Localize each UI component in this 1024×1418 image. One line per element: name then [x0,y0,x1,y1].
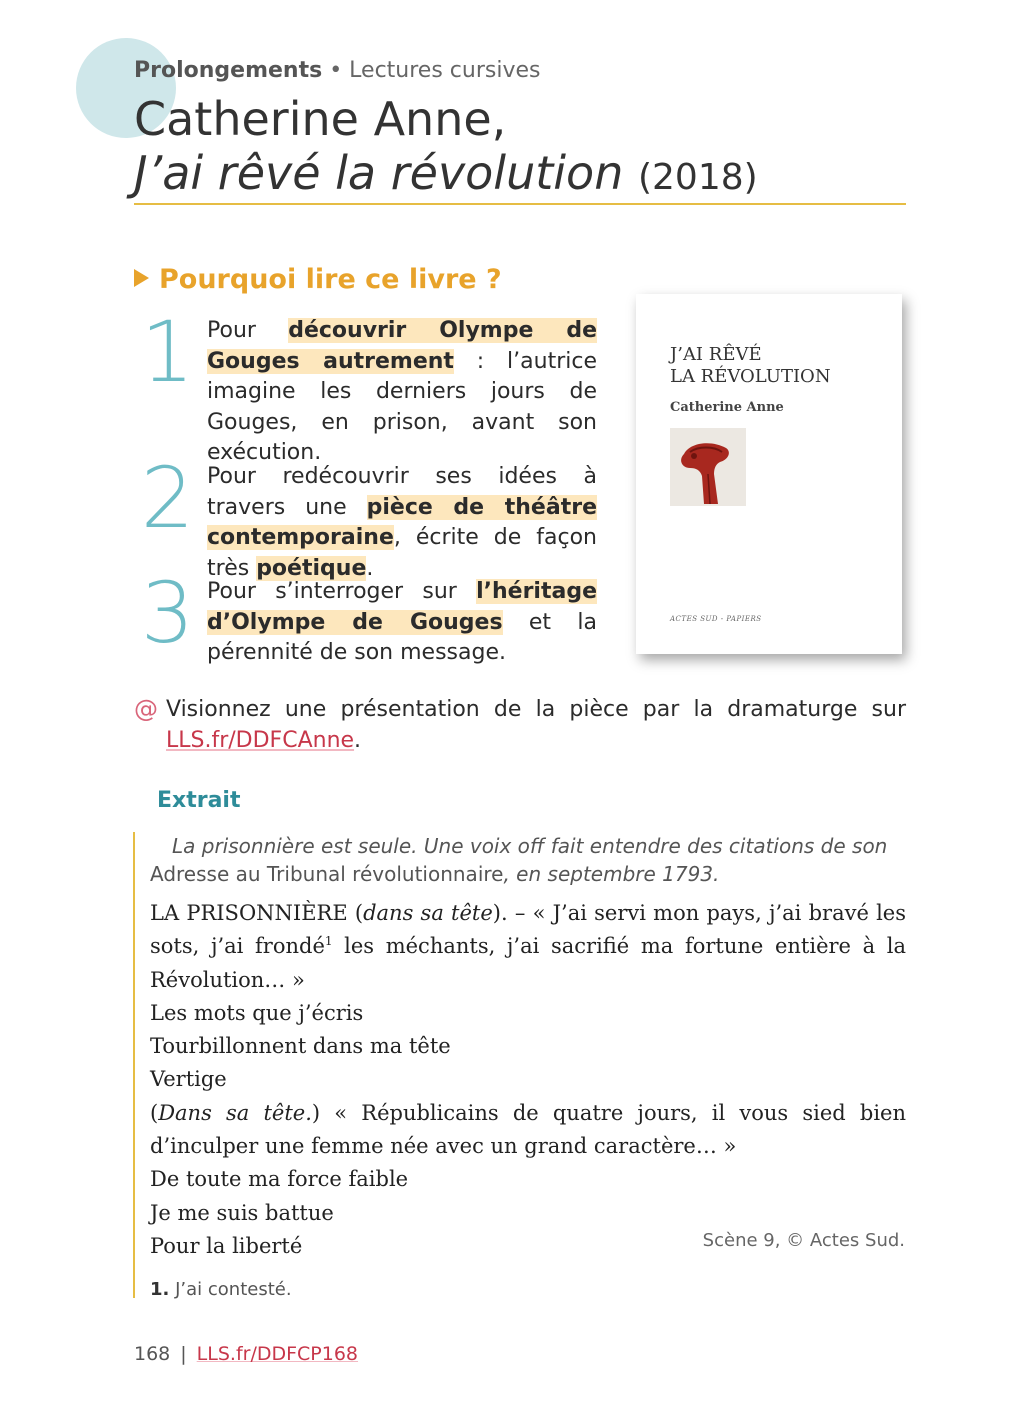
footnote-ref: 1 [324,934,333,949]
cover-author: Catherine Anne [670,400,784,415]
book-cover [636,294,902,654]
kicker-subsection: Lectures cursives [349,58,541,83]
section-kicker [134,58,540,83]
at-icon: @ [134,695,158,723]
title-work: J’ai rêvé la révolution [134,146,624,200]
play-excerpt [150,897,906,1263]
page-footer [134,1343,358,1365]
stage-direction: La prisonnière est seule. Une voix off fait entendre des citations de son Adresse au Tribunal révolutionnaire, en septembre 1793. [150,834,888,886]
page-resource-link[interactable]: LLS.fr/DDFCP168 [196,1343,359,1365]
extrait-sidebar-rule [133,832,135,1298]
page-title [134,92,914,205]
excerpt-source: Scène 9, © Actes Sud. [702,1230,905,1251]
page-number: 168 [134,1343,171,1365]
reason-text: Pour s’interroger sur l’héritage d’Olympe de Gouges et la pérennité de son message. [207,579,597,665]
title-author: Catherine Anne, [134,92,507,146]
reason-highlight: découvrir Olympe de Gouges autrement [207,318,597,374]
why-heading [134,264,502,295]
excerpt-line: LA PRISONNIÈRE (dans sa tête). – « J’ai servi mon pays, j’ai bravé les sots, j’ai frondé$^1$ les méchants, j’ai sacrifié ma fortune entière à la Révolution… » [150,901,907,992]
cover-publisher: ACTES SUD - PAPIERS [670,615,762,623]
cover-title: J’AI RÊVÉ LA RÉVOLUTION [670,344,831,387]
excerpt-line: De toute ma force faible [150,1167,409,1192]
reason-number: 1 [140,303,195,401]
web-resource-text: Visionnez une présentation de la pièce par la dramaturge sur LLS.fr/DDFCAnne. [166,697,906,753]
excerpt-line: Je me suis battue [150,1200,334,1225]
title-year: (2018) [637,157,758,198]
why-heading-text: Pourquoi lire ce livre ? [159,264,502,295]
extrait-heading: Extrait [157,788,241,813]
excerpt-line: Les mots que j’écris [150,1000,364,1025]
kicker-separator: • [322,58,350,83]
triangle-bullet-icon [134,269,149,287]
reason-text: Pour découvrir Olympe de Gouges autrement : l’autrice imagine les derniers jours de Gouges, en prison, avant son exécution. [207,318,597,465]
reason-text: Pour redécouvrir ses idées à travers une pièce de théâtre contemporaine, écrite de façon très poétique. [207,464,597,581]
reason-highlight: poétique [256,555,367,581]
kicker-section: Prolongements [134,58,323,83]
title-rule [134,203,906,205]
reason-highlight: l’héritage d’Olympe de Gouges [207,579,597,635]
footnote: 1. J’ai contesté. [150,1279,292,1300]
excerpt-line: Tourbillonnent dans ma tête [150,1034,451,1059]
web-resource [134,694,906,756]
footer-separator: | [180,1343,187,1365]
anne-presentation-link[interactable]: LLS.fr/DDFCAnne [166,728,355,753]
reason-highlight: pièce de théâtre contemporaine [207,494,597,550]
excerpt-line: Vertige [150,1067,227,1092]
cover-illustration [670,428,746,506]
excerpt-line: Pour la liberté [150,1233,303,1258]
reason-number: 3 [140,564,195,662]
excerpt-line: (Dans sa tête.) « Républicains de quatre jours, il vous sied bien d’inculper une femme née avec un grand caractère… » [150,1100,906,1159]
reason-number: 2 [140,449,195,547]
